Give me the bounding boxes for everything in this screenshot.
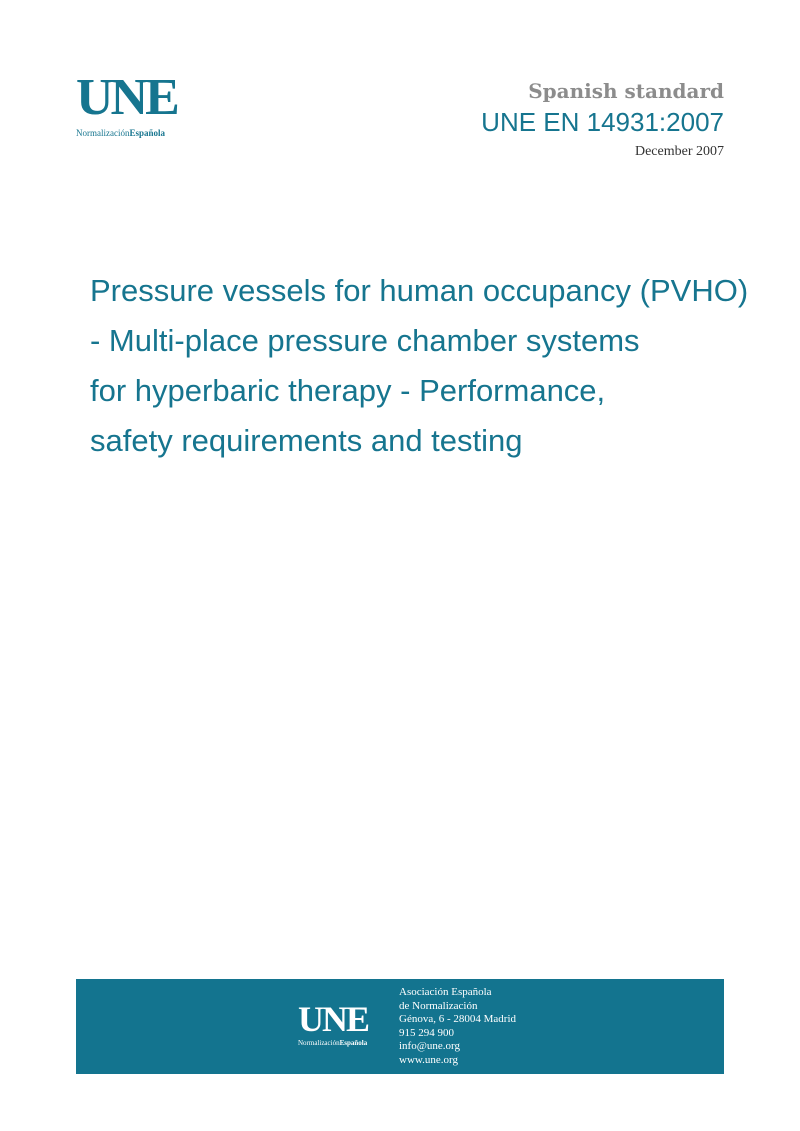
title-line-4: safety requirements and testing <box>90 423 523 458</box>
document-title <box>90 266 790 466</box>
standard-header <box>481 78 724 162</box>
footer-une-logo <box>298 1001 388 1047</box>
une-logo <box>76 69 206 138</box>
standard-code: UNE EN 14931:2007 <box>481 107 724 137</box>
footer-email-link[interactable]: info@une.org <box>399 1040 460 1053</box>
footer-phone: 915 294 900 <box>399 1026 454 1039</box>
title-line-2: - Multi-place pressure chamber systems <box>90 323 640 358</box>
une-logo-tagline-b: Española <box>129 128 166 138</box>
footer-street: Génova, 6 - 28004 Madrid <box>399 1013 517 1026</box>
footer-band <box>76 979 724 1074</box>
standard-kind: Spanish standard <box>528 79 724 103</box>
footer-org-name-2: de Normalización <box>399 999 478 1012</box>
standard-date: December 2007 <box>634 144 724 159</box>
footer-website-link[interactable]: www.une.org <box>399 1053 458 1066</box>
footer-org-name-1: Asociación Española <box>399 986 492 998</box>
footer-address <box>399 986 516 1068</box>
une-logo-tagline-a: Normalización <box>76 128 130 138</box>
footer-logo-tagline <box>298 1039 388 1047</box>
title-line-1: Pressure vessels for human occupancy (PVHO) <box>90 273 749 308</box>
footer-logo-tagline-b: Española <box>339 1039 368 1047</box>
une-logo-wordmark: UNE <box>76 69 177 126</box>
title-line-3: for hyperbaric therapy - Performance, <box>90 373 606 408</box>
footer-logo-wordmark: UNE <box>298 999 369 1039</box>
footer-logo-tagline-a: Normalización <box>298 1039 340 1047</box>
une-logo-tagline <box>76 128 206 138</box>
